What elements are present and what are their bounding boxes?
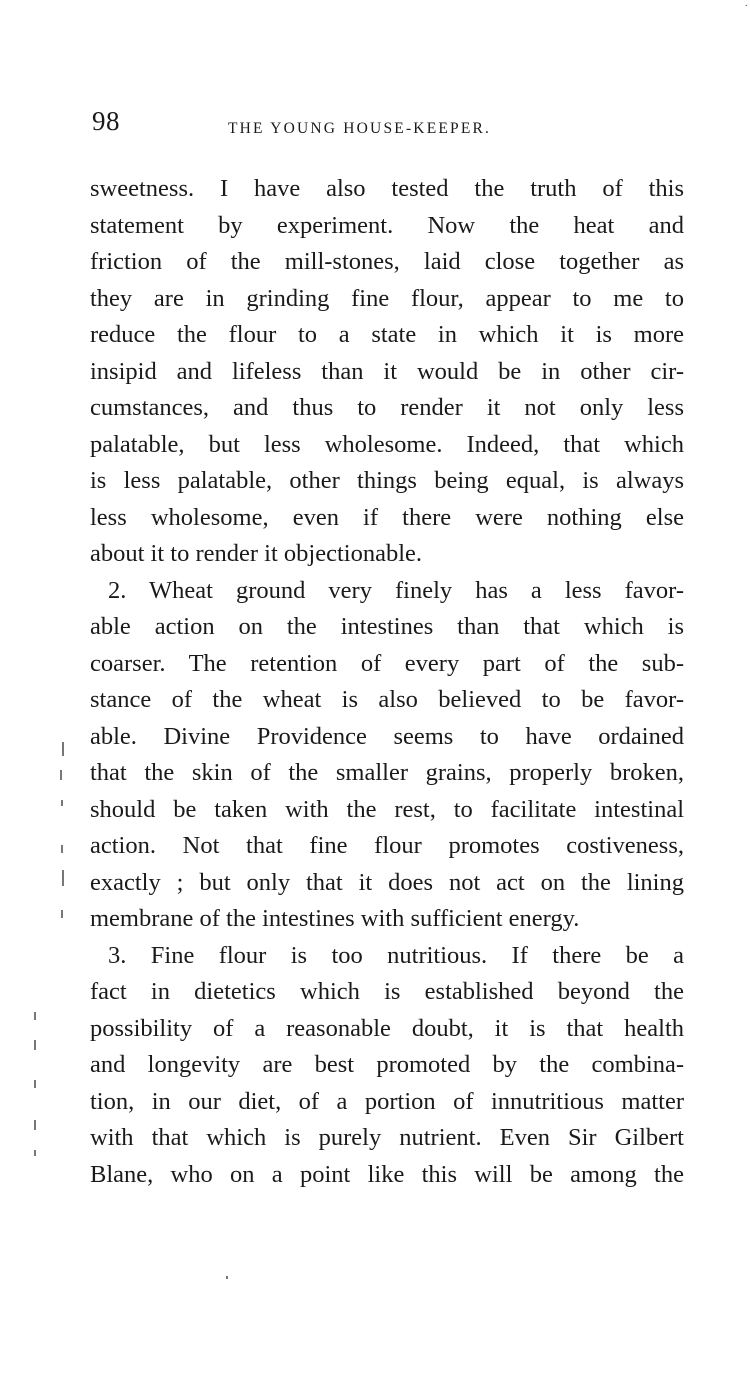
scan-speck bbox=[34, 1080, 36, 1088]
scan-speck bbox=[226, 1276, 228, 1279]
page-number: 98 bbox=[92, 106, 120, 136]
text-line: able action on the intestines than that which is bbox=[90, 613, 684, 640]
text-line: stance of the wheat is also believed to be favor- bbox=[90, 686, 684, 713]
scan-speck bbox=[62, 870, 64, 886]
scan-speck bbox=[61, 910, 63, 918]
text-line: statement by experiment. Now the heat and bbox=[90, 211, 684, 239]
paragraph-end-line: about it to render it objectionable. bbox=[90, 540, 423, 567]
text-line: fact in dietetics which is established beyond the bbox=[90, 978, 684, 1005]
text-line: cumstances, and thus to render it not only less bbox=[90, 394, 684, 421]
text-line: with that which is purely nutrient. Even Sir Gilbert bbox=[90, 1124, 684, 1151]
text-line: they are in grinding fine flour, appear to me to bbox=[90, 284, 684, 312]
text-line: able. Divine Providence seems to have ordained bbox=[90, 722, 684, 750]
scan-speck bbox=[34, 1040, 36, 1050]
scan-speck bbox=[62, 742, 64, 756]
text-line: is less palatable, other things being equal, is always bbox=[90, 467, 684, 494]
text-line: palatable, but less wholesome. Indeed, that which bbox=[90, 430, 684, 458]
page-header bbox=[92, 106, 686, 146]
text-line: tion, in our diet, of a portion of innutritious matter bbox=[90, 1087, 684, 1115]
text-line: should be taken with the rest, to facilitate intestinal bbox=[90, 795, 684, 823]
scan-speck bbox=[34, 1012, 36, 1020]
text-line: and longevity are best promoted by the combina- bbox=[90, 1051, 684, 1078]
text-line: that the skin of the smaller grains, properly broken, bbox=[90, 759, 684, 786]
text-line: coarser. The retention of every part of the sub- bbox=[90, 649, 684, 677]
scan-speck bbox=[60, 770, 62, 780]
paragraph-start-line: 2. Wheat ground very finely has a less favor- bbox=[108, 576, 684, 604]
text-line: exactly ; but only that it does not act on the lining bbox=[90, 868, 684, 896]
paragraph-start-line: 3. Fine flour is too nutritious. If there be a bbox=[108, 941, 684, 969]
text-line: sweetness. I have also tested the truth of this bbox=[90, 175, 684, 202]
text-line: action. Not that fine flour promotes costiveness, bbox=[90, 832, 684, 859]
body-text bbox=[90, 171, 684, 1193]
text-line: Blane, who on a point like this will be among the bbox=[90, 1160, 684, 1188]
text-line: possibility of a reasonable doubt, it is that health bbox=[90, 1014, 684, 1042]
text-line: insipid and lifeless than it would be in other cir- bbox=[90, 357, 684, 385]
running-title: THE YOUNG HOUSE-KEEPER. bbox=[228, 120, 492, 137]
text-line: reduce the flour to a state in which it is more bbox=[90, 321, 684, 348]
paragraph-end-line: membrane of the intestines with sufficient energy. bbox=[90, 905, 580, 932]
text-line: less wholesome, even if there were nothing else bbox=[90, 503, 684, 531]
text-line: friction of the mill-stones, laid close together as bbox=[90, 248, 684, 275]
scan-speck bbox=[34, 1150, 36, 1156]
scan-speck bbox=[34, 1120, 36, 1130]
scan-speck bbox=[61, 845, 63, 853]
scan-speck bbox=[61, 800, 63, 806]
corner-speck: · bbox=[744, 0, 748, 12]
